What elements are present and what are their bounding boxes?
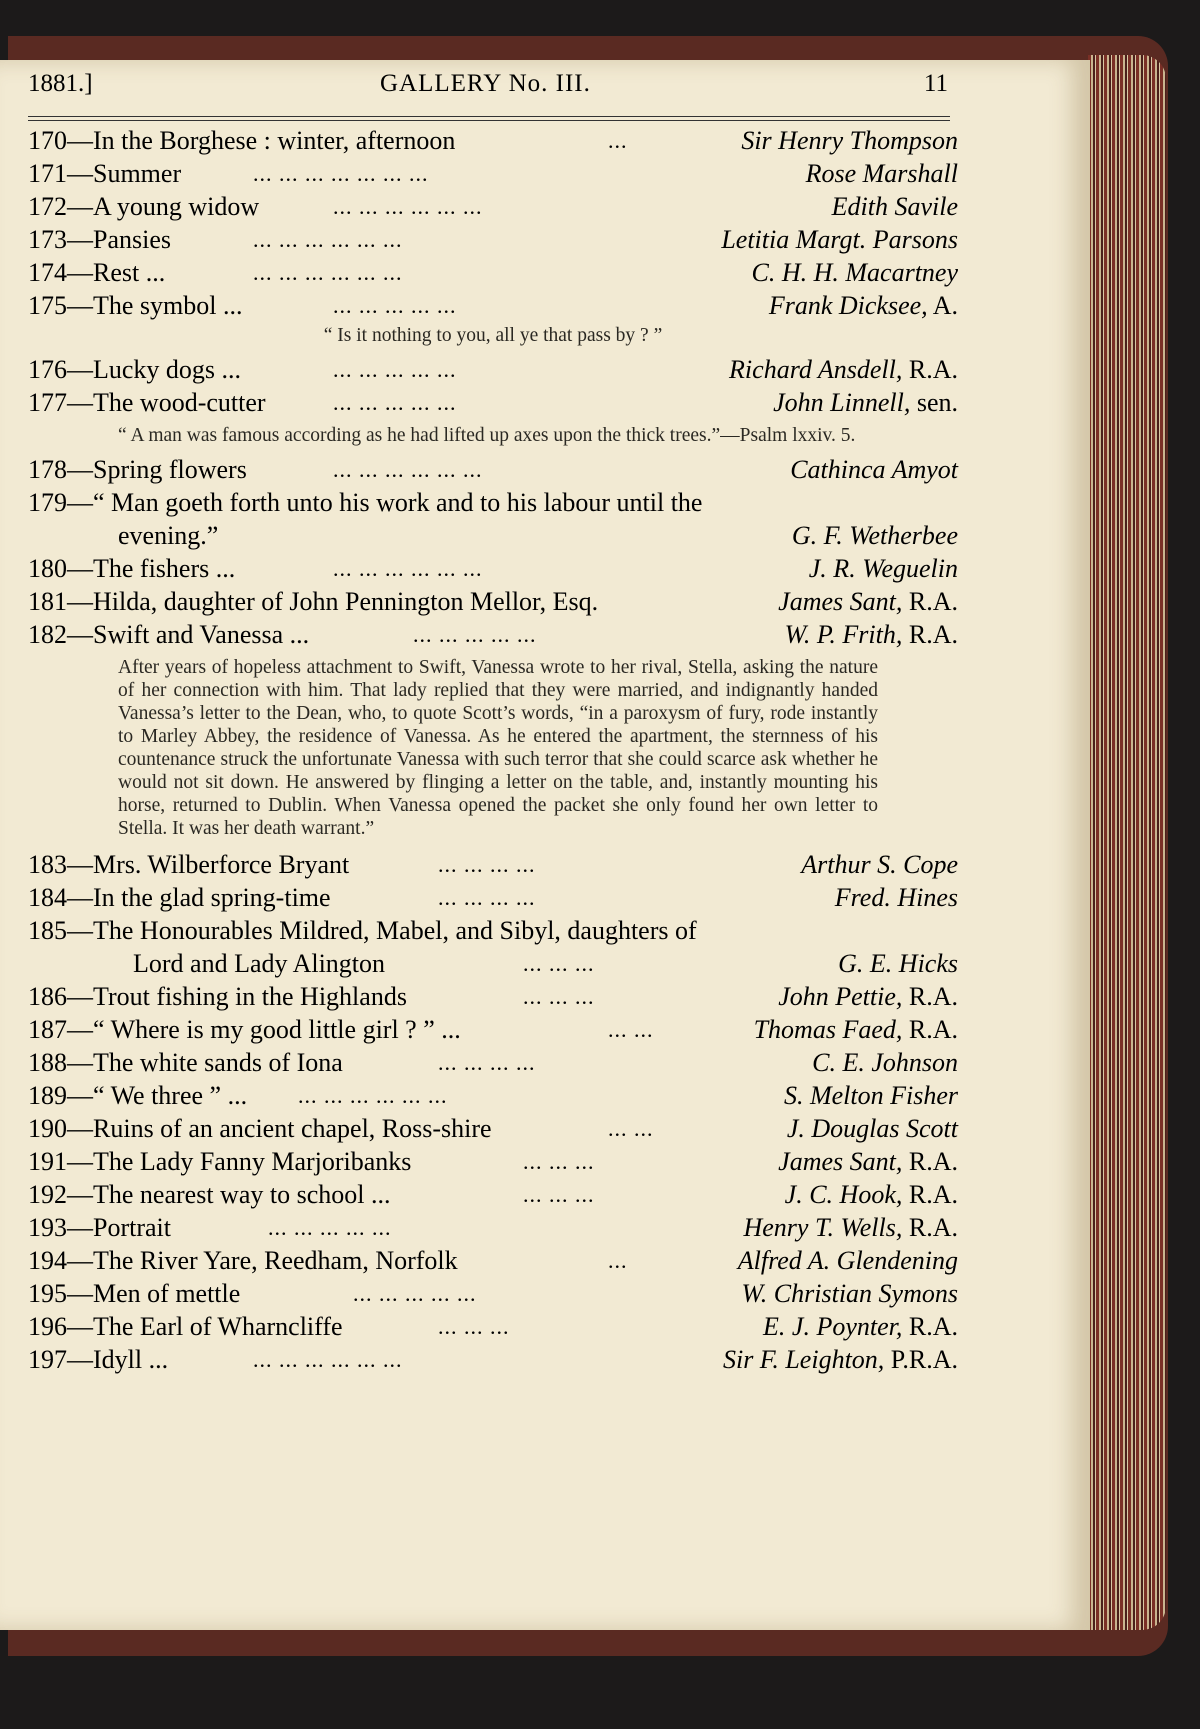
entry-title: 172—A young widow [28, 192, 260, 221]
artist-name: J. R. Weguelin [808, 554, 958, 583]
entry-180 [28, 552, 958, 585]
entry-title: 182—Swift and Vanessa ... [28, 620, 310, 649]
entry-artist [806, 157, 958, 190]
quote-182: After years of hopeless attachment to Swift, Vanessa wrote to her rival, Stella, asking the nature of her connection with him. That lady replied that they were married, and indignantly handed Vanessa’s letter to the Dean, who, to quote Scott’s words, “in a paroxysm of fury, rode instantly to Marley Abbey, the residence of Vanessa. As he entered the apartment, the sternness of his countenance struck the unfortunate Vanessa with such terror that she could scarce ask whether he would not sit down. He answered by flinging a letter on the table, and, instantly mounting his horse, returned to Dublin. When Vanessa opened the packet she only found her own letter to Stella. It was her death warrant.” [118, 657, 878, 839]
artist-name: Henry T. Wells, [743, 1213, 903, 1242]
quote-175: “ Is it nothing to you, all ye that pass by ? ” [323, 325, 663, 346]
entry-title: 174—Rest ... [28, 258, 166, 287]
entry-artist [773, 386, 958, 419]
entry-186 [28, 980, 958, 1013]
entry-title: 181—Hilda, daughter of John Pennington Mellor, Esq. [28, 587, 599, 616]
leader-dots: ... ... ... ... ... [353, 1281, 477, 1306]
artist-suffix: R.A. [902, 1312, 958, 1341]
entry-178 [28, 453, 958, 486]
entry-172 [28, 190, 958, 223]
entry-title: 175—The symbol ... [28, 291, 243, 320]
entry-175 [28, 289, 958, 322]
artist-suffix: R.A. [902, 1213, 958, 1242]
entry-title-cont: evening.” [118, 521, 219, 550]
artist-name: Fred. Hines [834, 883, 958, 912]
artist-suffix: R.A. [902, 982, 958, 1011]
entry-artist [723, 1343, 958, 1376]
artist-name: G. F. Wetherbee [791, 521, 958, 550]
entry-title: 192—The nearest way to school ... [28, 1180, 391, 1209]
entry-title: 196—The Earl of Wharncliffe [28, 1312, 343, 1341]
entry-179-cont [28, 519, 958, 552]
entry-artist [812, 1046, 958, 1079]
page-edges [1088, 55, 1166, 1630]
artist-name: E. J. Poynter, [763, 1312, 903, 1341]
entry-title: 197—Idyll ... [28, 1345, 169, 1374]
leader-dots: ... ... ... ... [438, 885, 536, 910]
entry-title: 178—Spring flowers [28, 455, 247, 484]
entry-title: 194—The River Yare, Reedham, Norfolk [28, 1246, 458, 1275]
artist-name: Richard Ansdell, [729, 355, 903, 384]
entry-184 [28, 881, 958, 914]
artist-name: James Sant, [778, 1147, 903, 1176]
entry-title: 187—“ Where is my good little girl ? ” ... [28, 1015, 461, 1044]
entry-192 [28, 1178, 958, 1211]
entry-title: 183—Mrs. Wilberforce Bryant [28, 850, 350, 879]
leader-dots: ... ... ... [523, 1182, 595, 1207]
artist-name: W. P. Frith, [784, 620, 903, 649]
leader-dots: ... ... ... ... ... [413, 622, 537, 647]
entry-173 [28, 223, 958, 256]
entry-title: 191—The Lady Fanny Marjoribanks [28, 1147, 412, 1176]
leader-dots: ... ... ... ... [438, 1050, 536, 1075]
entry-artist [809, 552, 958, 585]
entry-artist [785, 1178, 958, 1211]
artist-name: C. E. Johnson [812, 1048, 958, 1077]
entry-185 [28, 914, 958, 947]
entry-194 [28, 1244, 958, 1277]
entry-196 [28, 1310, 958, 1343]
entry-artist [754, 1013, 958, 1046]
artist-name: G. E. Hicks [838, 949, 958, 978]
entry-title-cont: Lord and Lady Alington [133, 949, 386, 978]
entry-189 [28, 1079, 958, 1112]
entry-artist [738, 1244, 958, 1277]
leader-dots: ... ... ... ... ... [333, 390, 457, 415]
artist-name: Frank Dicksee, [768, 291, 928, 320]
artist-suffix: P.R.A. [884, 1345, 958, 1374]
leader-dots: ... ... ... [523, 984, 595, 1009]
entry-183 [28, 848, 958, 881]
leader-dots: ... ... ... ... ... ... [298, 1083, 448, 1108]
leader-dots: ... ... ... ... ... ... [333, 457, 483, 482]
entry-artist [832, 190, 958, 223]
artist-name: John Linnell, [773, 388, 911, 417]
artist-name: J. Douglas Scott [786, 1114, 958, 1143]
entry-artist [838, 947, 958, 980]
artist-suffix: R.A. [902, 587, 958, 616]
leader-dots: ... ... ... [523, 951, 595, 976]
artist-name: Rose Marshall [805, 159, 958, 188]
leader-dots: ... ... ... ... ... ... ... [253, 161, 429, 186]
entry-title: 189—“ We three ” ... [28, 1081, 248, 1110]
entry-artist [742, 1277, 958, 1310]
entry-artist [801, 848, 958, 881]
artist-name: Thomas Faed, [753, 1015, 903, 1044]
entry-title: 190—Ruins of an ancient chapel, Ross-shire [28, 1114, 492, 1143]
leader-dots: ... ... ... ... [438, 852, 536, 877]
entry-artist [729, 353, 958, 386]
leader-dots: ... ... ... [438, 1314, 510, 1339]
artist-name: W. Christian Symons [741, 1279, 958, 1308]
entry-193 [28, 1211, 958, 1244]
artist-name: John Pettie, [778, 982, 903, 1011]
entry-title: 185—The Honourables Mildred, Mabel, and Sibyl, daughters of [28, 916, 697, 945]
entry-artist [784, 1079, 958, 1112]
artist-name: Arthur S. Cope [801, 850, 958, 879]
header-rule-thin [28, 120, 950, 121]
artist-name: J. C. Hook, [784, 1180, 903, 1209]
entry-170 [28, 124, 958, 157]
entry-artist [787, 1112, 958, 1145]
artist-name: Cathinca Amyot [790, 455, 958, 484]
artist-suffix: A. [927, 291, 958, 320]
entry-artist [751, 256, 958, 289]
artist-name: Alfred A. Glendening [737, 1246, 958, 1275]
entry-artist [790, 453, 958, 486]
artist-name: S. Melton Fisher [783, 1081, 958, 1110]
artist-name: Sir Henry Thompson [741, 126, 958, 155]
header-rule [28, 116, 950, 117]
header-title: GALLERY No. III. [380, 70, 591, 97]
artist-suffix: R.A. [902, 1015, 958, 1044]
leader-dots: ... ... ... ... ... [333, 357, 457, 382]
artist-suffix: sen. [910, 388, 958, 417]
entry-artist [763, 1310, 958, 1343]
entry-187 [28, 1013, 958, 1046]
entry-197 [28, 1343, 958, 1376]
artist-name: James Sant, [778, 587, 903, 616]
entry-artist [721, 223, 958, 256]
entry-artist [769, 289, 958, 322]
artist-name: Letitia Margt. Parsons [721, 225, 958, 254]
entry-181 [28, 585, 958, 618]
leader-dots: ... ... ... ... ... ... [333, 556, 483, 581]
entry-title: 179—“ Man goeth forth unto his work and to his labour until the [28, 488, 703, 517]
entry-176 [28, 353, 958, 386]
entry-title: 180—The fishers ... [28, 554, 236, 583]
entry-title: 193—Portrait [28, 1213, 171, 1242]
entry-171 [28, 157, 958, 190]
entry-artist [743, 1211, 958, 1244]
page-number: 11 [923, 70, 948, 97]
entry-191 [28, 1145, 958, 1178]
entry-title: 173—Pansies [28, 225, 171, 254]
entry-title: 186—Trout fishing in the Highlands [28, 982, 407, 1011]
running-header [28, 70, 948, 110]
entry-artist [785, 618, 958, 651]
artist-name: Sir F. Leighton, [722, 1345, 885, 1374]
entry-195 [28, 1277, 958, 1310]
entry-artist [778, 1145, 958, 1178]
entry-182 [28, 618, 958, 651]
catalogue-entries [28, 124, 958, 1376]
header-year: 1881.] [28, 70, 93, 97]
leader-dots: ... ... ... ... ... ... [333, 194, 483, 219]
leader-dots: ... ... ... ... ... ... [253, 1347, 403, 1372]
quote-177: “ A man was famous according as he had lifted up axes upon the thick trees.”—Psalm lxxiv. 5. [118, 425, 856, 446]
entry-artist [741, 124, 958, 157]
entry-title: 170—In the Borghese : winter, afternoon [28, 126, 456, 155]
entry-title: 184—In the glad spring-time [28, 883, 331, 912]
entry-title: 188—The white sands of Iona [28, 1048, 343, 1077]
leader-dots: ... ... ... ... ... [268, 1215, 392, 1240]
artist-suffix: R.A. [902, 1180, 958, 1209]
entry-179 [28, 486, 958, 519]
entry-174 [28, 256, 958, 289]
leader-dots: ... ... ... ... ... ... [253, 260, 403, 285]
entry-177 [28, 386, 958, 419]
leader-dots: ... ... [608, 1017, 654, 1042]
entry-title: 171—Summer [28, 159, 182, 188]
entry-artist [835, 881, 958, 914]
artist-suffix: R.A. [902, 1147, 958, 1176]
leader-dots: ... [608, 1248, 628, 1273]
artist-suffix: R.A. [902, 620, 958, 649]
entry-title: 177—The wood-cutter [28, 388, 266, 417]
entry-title: 176—Lucky dogs ... [28, 355, 242, 384]
entry-190 [28, 1112, 958, 1145]
leader-dots: ... ... [608, 1116, 654, 1141]
artist-name: Edith Savile [831, 192, 958, 221]
entry-title: 195—Men of mettle [28, 1279, 241, 1308]
entry-artist [778, 585, 958, 618]
entry-artist [778, 980, 958, 1013]
leader-dots: ... ... ... [523, 1149, 595, 1174]
artist-suffix: R.A. [902, 355, 958, 384]
entry-185-cont [28, 947, 958, 980]
artist-name: C. H. H. Macartney [751, 258, 958, 287]
leader-dots: ... [608, 128, 628, 153]
entry-188 [28, 1046, 958, 1079]
leader-dots: ... ... ... ... ... [333, 293, 457, 318]
entry-artist [792, 519, 958, 552]
leader-dots: ... ... ... ... ... ... [253, 227, 403, 252]
